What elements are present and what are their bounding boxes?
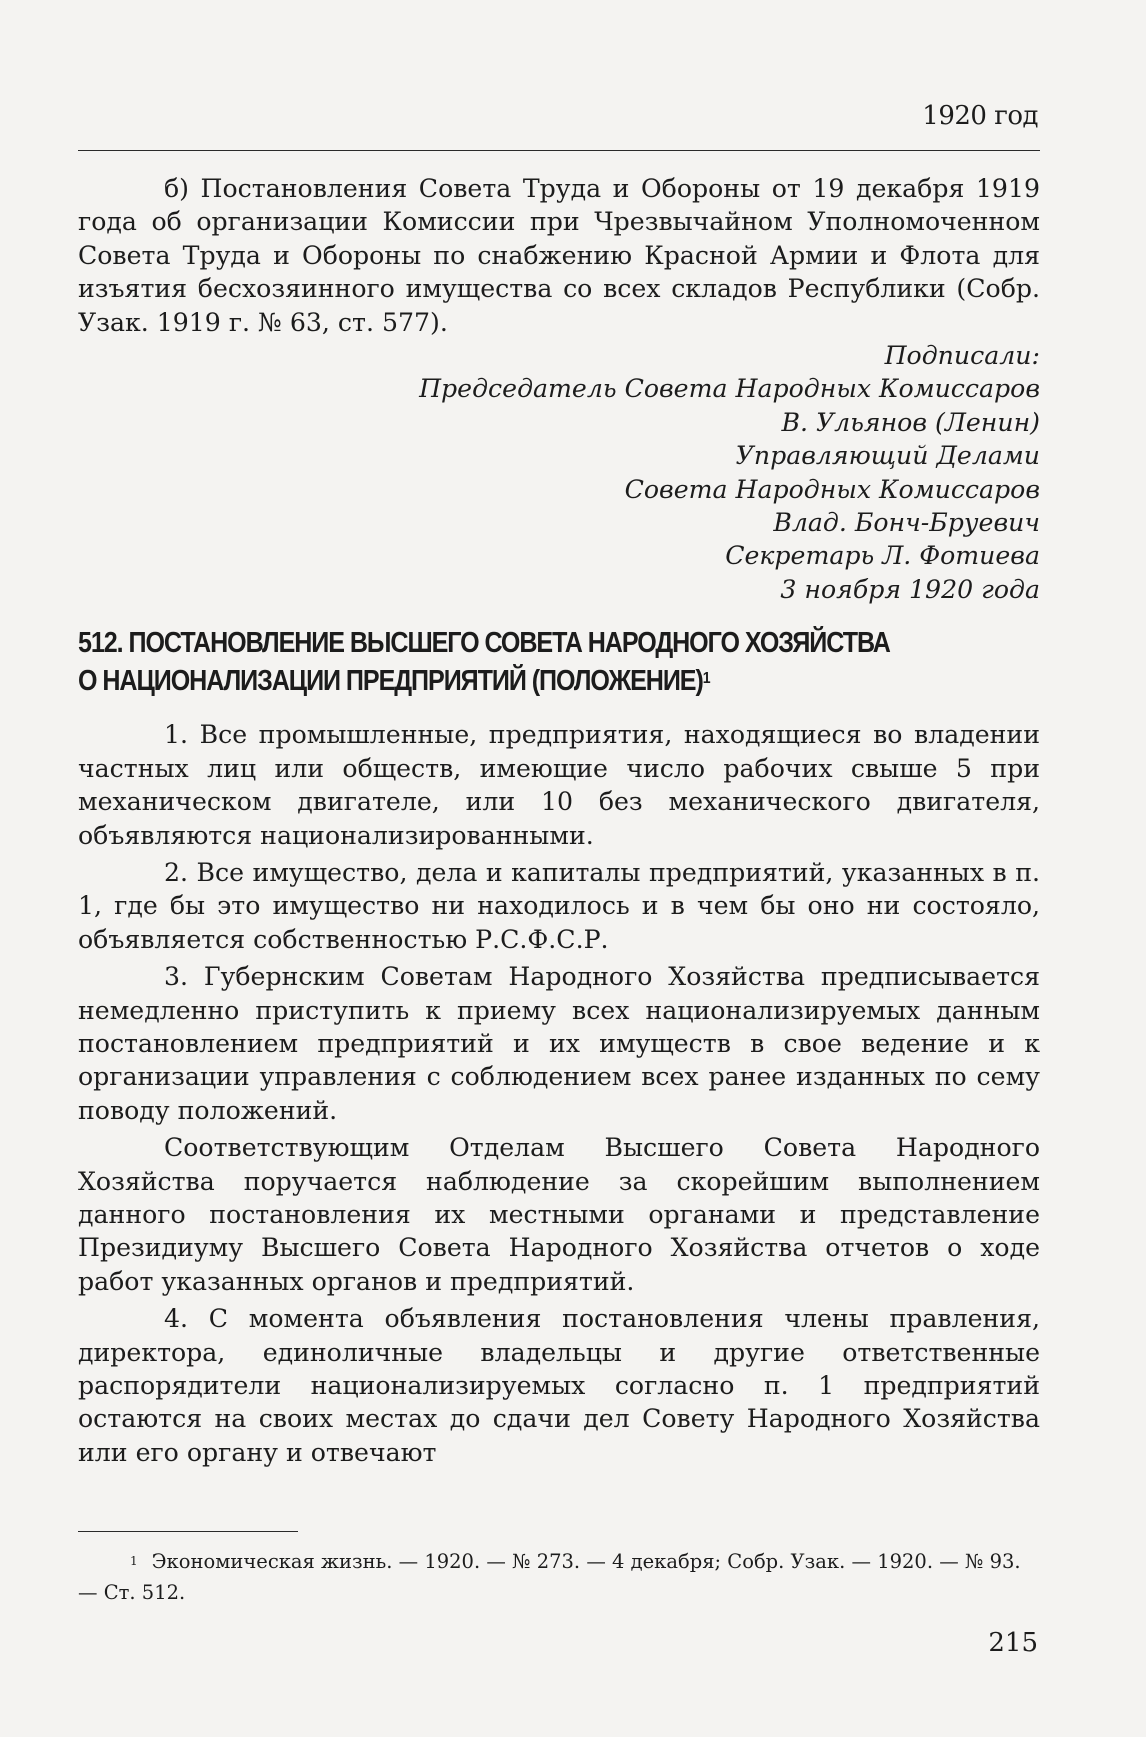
footnote <box>78 1546 1040 1608</box>
signature-line: Совета Народных Комиссаров <box>624 474 1040 504</box>
signature-line: В. Ульянов (Ленин) <box>781 407 1040 437</box>
signature-date: 3 ноября 1920 года <box>780 574 1040 604</box>
page-content <box>78 172 1040 1469</box>
paragraph-4: 4. С момента объявления постановления члены правления, директора, единоличные владельцы и другие ответственные распорядители национализируемых согласно п. 1 предприятий остаются на своих местах до сдачи дел Совету Народного Хозяйства или его органу и отвечают <box>78 1304 1040 1467</box>
preamble-item-b: б) Постановления Совета Труда и Обороны от 19 декабря 1919 года об организации Комиссии при Чрезвычайном Уполномоченном Совета Труда и Обороны по снабжению Красной Армии и Флота для изъятия бесхозяинного имущества со всех складов Республики (Собр. Узак. 1919 г. № 63, ст. 577). <box>78 174 1040 337</box>
document-title-line-1: 512. ПОСТАНОВЛЕНИЕ ВЫСШЕГО СОВЕТА НАРОДНОГО ХОЗЯЙСТВА <box>78 627 890 660</box>
page-number: 215 <box>988 1628 1038 1658</box>
document-title-line-2: О НАЦИОНАЛИЗАЦИИ ПРЕДПРИЯТИЙ (ПОЛОЖЕНИЕ) <box>78 665 703 698</box>
document-title <box>78 624 1046 700</box>
paragraph-2: 2. Все имущество, дела и капиталы предприятий, указанных в п. 1, где бы это имущество ни находилось и в чем бы оно ни состояло, объявляется собственностью Р.С.Ф.С.Р. <box>78 857 1040 954</box>
footnote-text: Экономическая жизнь. — 1920. — № 273. — 4 декабря; Собр. Узак. — 1920. — № 93. — Ст. 512. <box>78 1550 1021 1604</box>
footnote-rule <box>78 1531 298 1532</box>
signature-line: Секретарь Л. Фотиева <box>725 541 1040 571</box>
paragraph-1: 1. Все промышленные, предприятия, находящиеся во владении частных лиц или обществ, имеющие число рабочих свыше 5 при механическом двигателе, или 10 без механического двигателя, объявляются национализированными. <box>78 720 1040 850</box>
signature-block <box>78 339 1040 606</box>
signature-line: Подписали: <box>884 341 1040 371</box>
footnote-reference: 1 <box>702 670 710 688</box>
signature-line: Управляющий Делами <box>735 441 1040 471</box>
signature-line: Председатель Совета Народных Комиссаров <box>419 374 1040 404</box>
header-rule <box>78 150 1040 151</box>
document-body <box>78 718 1040 1469</box>
paragraph-3: 3. Губернским Советам Народного Хозяйства предписывается немедленно приступить к приему всех национализируемых данным постановлением предприятий и их имуществ в свое ведение и к организации управления с соблюдением всех ранее изданных по сему поводу положений. <box>78 962 1040 1125</box>
signature-line: Влад. Бонч-Бруевич <box>773 508 1040 538</box>
footnote-mark: 1 <box>130 1554 138 1568</box>
paragraph-3-continued: Соответствующим Отделам Высшего Совета Народного Хозяйства поручается наблюдение за скорейшим выполнением данного постановления их местными органами и представление Президиуму Высшего Совета Народного Хозяйства отчетов о ходе работ указанных органов и предприятий. <box>78 1133 1040 1296</box>
running-head: 1920 год <box>922 101 1038 131</box>
